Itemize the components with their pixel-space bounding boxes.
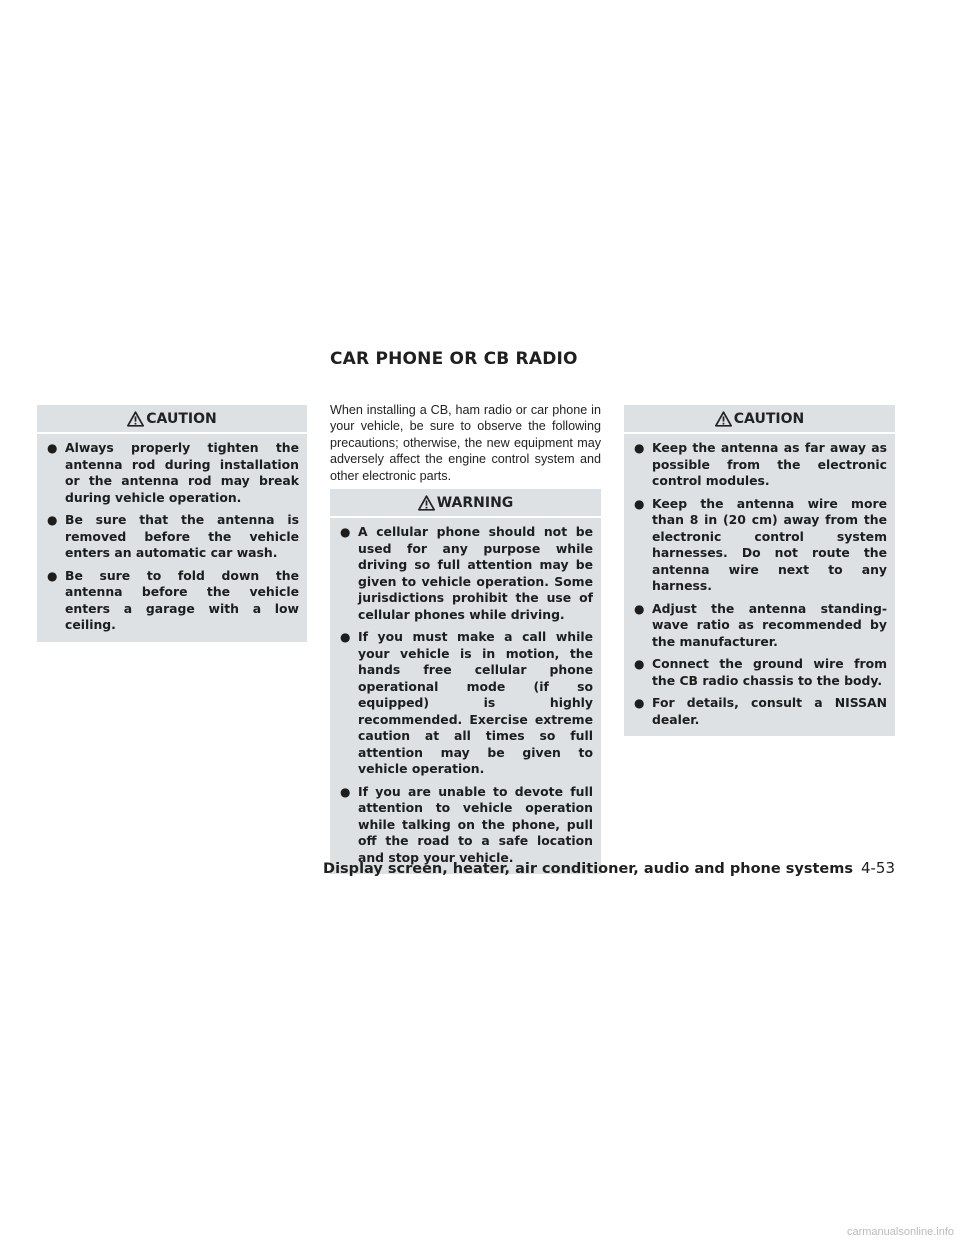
bullet-icon: ● [634, 496, 645, 511]
caution-box-left [37, 405, 307, 642]
warning-heading [330, 489, 601, 518]
bullet-icon: ● [340, 525, 351, 539]
list-item: ● If you must make a call while your vehicle is in motion, the hands free cellular phone operational mode (if so equipped) is highly recommended. Exercise extreme caution at all times so full attention may be given to vehicle operation. [340, 629, 593, 776]
list-item: ● Be sure that the antenna is removed before the vehicle enters an automatic car wash. [47, 512, 299, 560]
list-item: ● Keep the antenna as far away as possible from the electronic control modules. [634, 440, 887, 488]
bullet-icon: ● [47, 441, 58, 455]
list-item: ● If you are unable to devote full attention to vehicle operation while talking on the phone, pull off the road to a safe location and stop your vehicle. [340, 783, 593, 865]
list-item: ● A cellular phone should not be used for any purpose while driving so full attention may be given to vehicle operation. Some jurisdictions prohibit the use of cellular phones while driving. [340, 524, 593, 622]
bullet-icon: ● [340, 784, 351, 799]
warning-triangle-icon [418, 495, 435, 511]
list-item: ● Adjust the antenna standing-wave ratio as recommended by the manufacturer. [634, 600, 887, 649]
bullet-icon: ● [634, 696, 645, 710]
bullet-icon: ● [634, 601, 645, 616]
list-item: ● Be sure to fold down the antenna before the vehicle enters a garage with a low ceiling. [47, 567, 299, 632]
caution-heading [624, 405, 895, 434]
warning-triangle-icon [715, 411, 732, 427]
intro-paragraph: When installing a CB, ham radio or car phone in your vehicle, be sure to observe the following precautions; otherwise, the new equipment may adversely affect the engine control system and other electronic parts. [330, 403, 601, 483]
bullet-icon: ● [47, 568, 58, 583]
page-number: 4-53 [860, 859, 895, 877]
watermark: carmanualsonline.info [846, 1226, 954, 1238]
warning-list [330, 518, 601, 874]
warning-box [330, 489, 601, 874]
caution-heading-text: CAUTION [733, 410, 805, 427]
warning-triangle-icon [127, 411, 144, 427]
bullet-icon: ● [47, 513, 58, 527]
list-item: ● For details, consult a NISSAN dealer. [634, 695, 887, 727]
caution-list-left [37, 434, 307, 642]
footer-chapter-title: Display screen, heater, air conditioner, audio and phone systems [323, 861, 853, 877]
bullet-icon: ● [634, 657, 645, 671]
bullet-icon: ● [634, 441, 645, 455]
section-title: CAR PHONE OR CB RADIO [330, 349, 578, 369]
list-item: ● Always properly tighten the antenna rod during installation or the antenna rod may break during vehicle operation. [47, 440, 299, 505]
caution-list-right [624, 434, 895, 736]
caution-heading-text: CAUTION [146, 410, 217, 427]
list-item: ● Keep the antenna wire more than 8 in (20 cm) away from the electronic control system harnesses. Do not route the antenna wire next to any harness. [634, 495, 887, 593]
warning-heading-text: WARNING [436, 494, 514, 511]
page-footer [323, 859, 895, 877]
caution-heading [37, 405, 307, 434]
caution-box-right [624, 405, 895, 736]
bullet-icon: ● [340, 630, 351, 644]
list-item: ● Connect the ground wire from the CB radio chassis to the body. [634, 656, 887, 688]
